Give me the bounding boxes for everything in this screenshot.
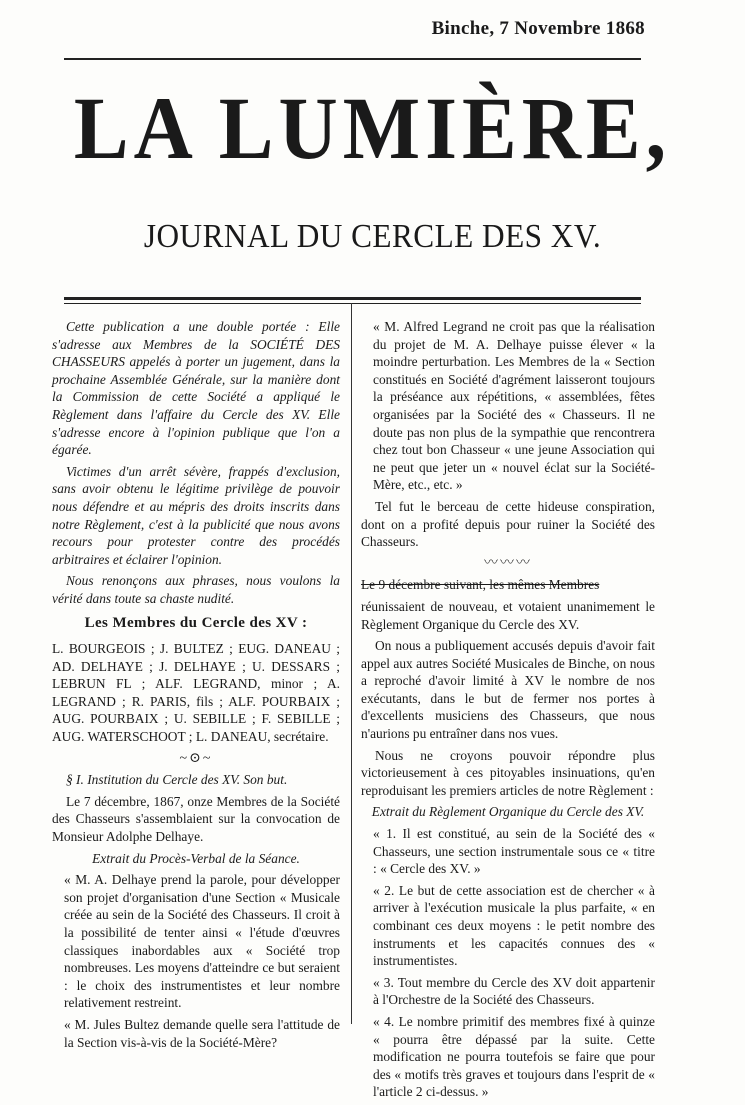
respond-paragraph: Nous ne croyons pouvoir répondre plus victorieusement à ces pitoyables insinuations, qu'en reproduisant les premiers articles de notre Règlement : [361, 747, 655, 798]
members-list: L. BOURGEOIS ; J. BULTEZ ; EUG. DANEAU ; AD. DELHAYE ; J. DELHAYE ; U. DESSARS ; LEBRUN FL ; ALF. LEGRAND, minor ; A. LEGRAND ; R. PARIS, fils ; ALF. POURBAIX ; AUG. POURBAIX ; U. SEBILLE ; F. SEBILLE ; AUG. WATERSCHOOT ; L. DANEAU, secrétaire. [52, 641, 340, 745]
extract-title: Extrait du Procès-Verbal de la Séance. [92, 850, 300, 866]
minutes-quote-continued [361, 318, 655, 494]
ornament-wave: 〰〰〰 [484, 555, 532, 571]
intro-paragraph-2: Victimes d'un arrêt sévère, frappés d'exclusion, sans avoir obtenu le légitime privilège de pouvoir nous défendre et au mépris des droits inscrits dans notre Règlement, c'est à la publicité que nous avons recours pour protester contre des procédés arbitraires et éclairer l'opinion. [52, 463, 340, 567]
section-paragraph-1: Le 7 décembre, 1867, onze Membres de la Société des Chasseurs s'assemblaient sur la convocation de Monsieur Adolphe Delhaye. [52, 793, 340, 845]
intro-paragraph-3: Nous renonçons aux phrases, nous voulons la vérité dans toute sa chaste nudité. [52, 573, 340, 606]
top-rule [64, 58, 641, 60]
quote-paragraph-3: « M. Alfred Legrand ne croit pas que la réalisation du projet de M. A. Delhaye puisse élever « la moindre perturbation. Les Membres de la « Section constitués en Société d'agrément laisseront toujours la préséance aux répétitions, « assemblées, fêtes organisées par la Société des « Chasseurs. Il ne doute pas non plus de la sympathie que rencontrera chez tout bon Chasseur « une jeune Association qui ne peut que jeter un « nouvel éclat sur la Société-Mère, etc., etc. » [373, 319, 655, 493]
regulation-extract-title: Extrait du Règlement Organique du Cercle des XV. [371, 804, 645, 820]
december-9-paragraph: réunissaient de nouveau, et votaient unanimement le Règlement Organique du Cercle des XV. [361, 598, 655, 632]
left-column [52, 318, 340, 1055]
masthead-subtitle: JOURNAL DU CERCLE DES XV. [143, 218, 602, 255]
december-9-struck-line: Le 9 décembre suivant, les mêmes Membres [361, 577, 600, 593]
cradle-paragraph: Tel fut le berceau de cette hideuse conspiration, dont on a profité depuis pour ruiner la Société des Chasseurs. [361, 498, 655, 550]
minutes-quote [52, 871, 340, 1051]
article-4: « 4. Le nombre primitif des membres fixé à quinze « pourra être dépassé par la suite. Cette modification ne pourra toutefois se faire que pour des « motifs très graves et toujours dans l'esprit de « l'article 2 ci-dessus. » [373, 1013, 655, 1100]
column-divider [351, 303, 352, 1024]
appeal-paragraph: On nous a publiquement accusés depuis d'avoir fait appel aux autres Société Musicales de Binche, on nous a reproché d'avoir limité à XV le nombre de nos exécutants, dans le but de fermer nos portes à d'excellents musiciens des Chasseurs, que nous n'aurions pu entraîner dans nos vues. [361, 638, 655, 742]
masthead-title: LA LUMIÈRE, [73, 79, 672, 178]
article-3: « 3. Tout membre du Cercle des XV doit appartenir à l'Orchestre de la Société des Chasseurs. [373, 974, 655, 1008]
section-title: § I. Institution du Cercle des XV. Son but. [66, 772, 288, 788]
regulation-articles [361, 825, 655, 1101]
article-2: « 2. Le but de cette association est de chercher « à arriver à l'exécution musicale la plus parfaite, « en combinant ces deux moyens : le petit nombre des instruments et les capacités connues des « instrumentistes. [373, 882, 655, 969]
article-1: « 1. Il est constitué, au sein de la Société des « Chasseurs, une section instrumentale sous ce « titre : « Cercle des XV. » [373, 826, 655, 877]
members-heading: Les Membres du Cercle des XV : [84, 614, 308, 631]
quote-paragraph-2: « M. Jules Bultez demande quelle sera l'attitude de la Section vis-à-vis de la Société-Mère? [64, 1016, 340, 1050]
section-rule-thin [64, 303, 641, 304]
intro-paragraph-1: Cette publication a une double portée : Elle s'adresse aux Membres de la SOCIÉTÉ DES CHASSEURS appelés à porter un jugement, dans la prochaine Assemblée Générale, sur la manière dont la Commission de cette Société a appliqué le Règlement dans l'affaire du Cercle des XV. Elle s'adresse encore à l'opinion publique que l'on a égarée. [52, 319, 340, 458]
section-rule-thick [64, 297, 641, 300]
ornament-divider: ~⊙~ [179, 750, 213, 766]
right-column [361, 318, 655, 1105]
quote-paragraph-1: « M. A. Delhaye prend la parole, pour développer son projet d'organisation d'une Section « Musicale créée au sein de la Société des Chasseurs. Il croit à la possibilité de tenter ainsi « l'étude d'œuvres classiques inabordables aux « Société trop nombreuses. Les moyens d'atteindre ce but seraient : le choix des instrumentistes et leur nombre relativement restreint. [64, 872, 340, 1011]
dateline: Binche, 7 Novembre 1868 [431, 18, 645, 39]
